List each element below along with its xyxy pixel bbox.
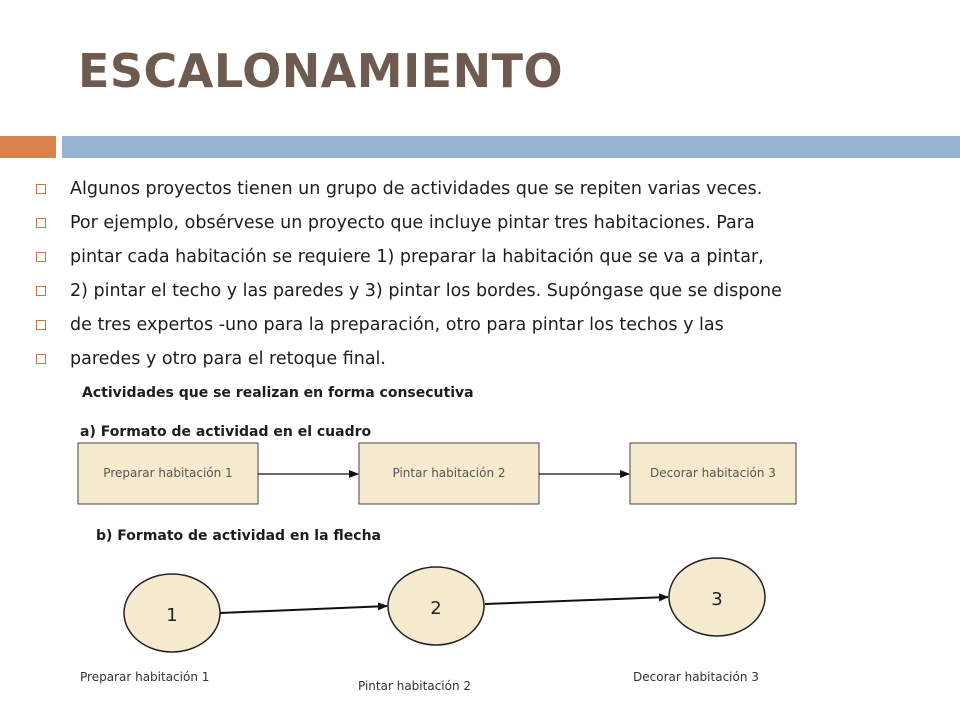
node-label: 2 bbox=[430, 598, 442, 619]
activity-box-label: Preparar habitación 1 bbox=[103, 466, 233, 480]
node-label: 3 bbox=[711, 589, 723, 610]
diagram-heading: Actividades que se realizan en forma consecutiva bbox=[82, 385, 474, 401]
activity-box-label: Pintar habitación 2 bbox=[392, 466, 506, 480]
arrow-caption-1: Preparar habitación 1 bbox=[80, 670, 210, 684]
arrow-caption-3: Decorar habitación 3 bbox=[633, 670, 759, 684]
bullet-text: 2) pintar el techo y las paredes y 3) pintar los bordes. Supóngase que se dispone bbox=[70, 281, 782, 301]
bullet-text: paredes y otro para el retoque final. bbox=[70, 349, 386, 369]
bullet-text: Algunos proyectos tienen un grupo de actividades que se repiten varias veces. bbox=[70, 179, 763, 199]
node-label: 1 bbox=[166, 605, 178, 626]
format-b-label: b) Formato de actividad en la flecha bbox=[96, 528, 381, 544]
format-a-label: a) Formato de actividad en el cuadro bbox=[80, 424, 372, 440]
node-arrow-2-3 bbox=[485, 597, 668, 604]
bullet-text: de tres expertos -uno para la preparación, otro para pintar los techos y las bbox=[70, 315, 724, 335]
node-arrow-1-2 bbox=[220, 606, 387, 613]
slide-title: ESCALONAMIENTO bbox=[78, 44, 564, 98]
arrow-caption-2: Pintar habitación 2 bbox=[358, 679, 472, 693]
activity-box-label: Decorar habitación 3 bbox=[650, 466, 776, 480]
bullet-text: pintar cada habitación se requiere 1) preparar la habitación que se va a pintar, bbox=[70, 247, 764, 267]
bullet-text: Por ejemplo, obsérvese un proyecto que incluye pintar tres habitaciones. Para bbox=[70, 213, 755, 233]
